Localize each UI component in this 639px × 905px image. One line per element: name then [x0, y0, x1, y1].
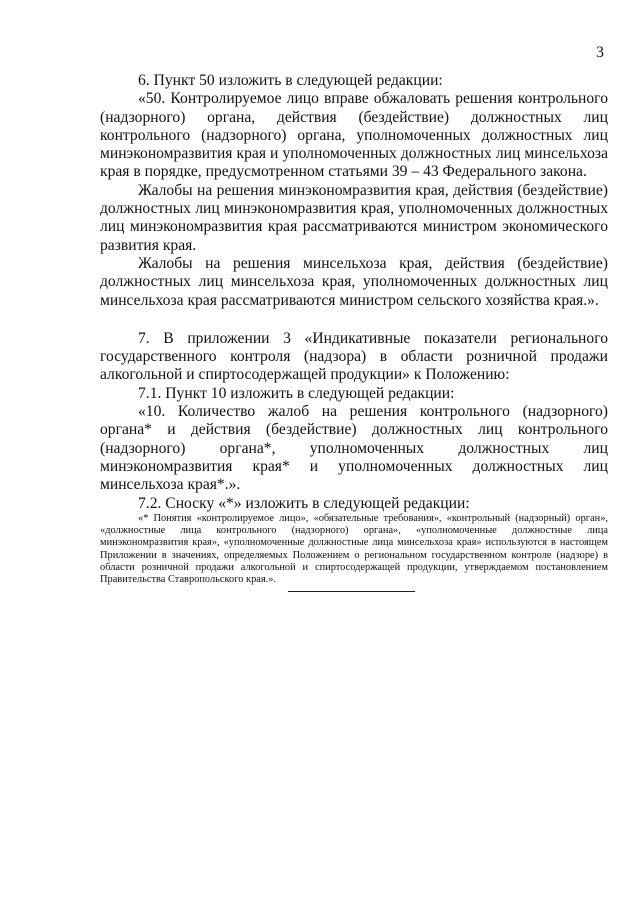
paragraph-gap: [100, 310, 608, 330]
document-body: [100, 72, 608, 587]
end-divider-line: [288, 591, 415, 592]
paragraph-complaints-economy: Жалобы на решения минэкономразвития края, действия (бездействие) должностных лиц минэкономразвития края, уполномоченных должностных лиц минэкономразвития края рассматриваются министром экономического развития края.: [100, 181, 608, 254]
paragraph-item-7-2: 7.2. Сноску «*» изложить в следующей редакции:: [138, 494, 470, 512]
paragraph-point-10: «10. Количество жалоб на решения контрольного (надзорного) органа* и действия (бездействие) должностных лиц контрольного (надзорного) органа*, уполномоченных должностных лиц минэкономразвития края* и уполномоченных должностных лиц минсельхоза края*.».: [100, 403, 608, 494]
paragraph-item-7-1: 7.1. Пункт 10 изложить в следующей редакции:: [138, 384, 455, 402]
paragraph-item-7: 7. В приложении 3 «Индикативные показатели регионального государственного контроля (надзора) в области розничной продажи алкогольной и спиртосодержащей продукции» к Положению:: [100, 329, 608, 384]
footnote-text: «* Понятия «контролируемое лицо», «обязательные требования», «контрольный (надзорный) орган», «должностные лица контрольного (надзорного) органа», «уполномоченные должностные лица минэкономразвития края», «уполномоченные должностные лица минсельхоза края» используются в настоящем Приложении в значениях, определяемых Положением о региональном государственном контроле (надзоре) в области розничной продажи алкогольной и спиртосодержащей продукции, утверждаемом постановлением Правительства Ставропольского края.».: [100, 512, 608, 586]
page-number: 3: [596, 44, 604, 61]
paragraph-item-6: 6. Пункт 50 изложить в следующей редакции:: [138, 72, 443, 89]
paragraph-complaints-agriculture: Жалобы на решения минсельхоза края, действия (бездействие) должностных лиц минсельхоза края, уполномоченных должностных лиц минсельхоза края рассматриваются министром сельского хозяйства края.».: [100, 254, 608, 309]
paragraph-point-50: «50. Контролируемое лицо вправе обжаловать решения контрольного (надзорного) органа, действия (бездействие) должностных лиц контрольного (надзорного) органа, уполномоченных должностных лиц минэкономразвития края и уполномоченных должностных лиц минсельхоза края в порядке, предусмотренном статьями 39 – 43 Федерального закона.: [100, 90, 608, 181]
